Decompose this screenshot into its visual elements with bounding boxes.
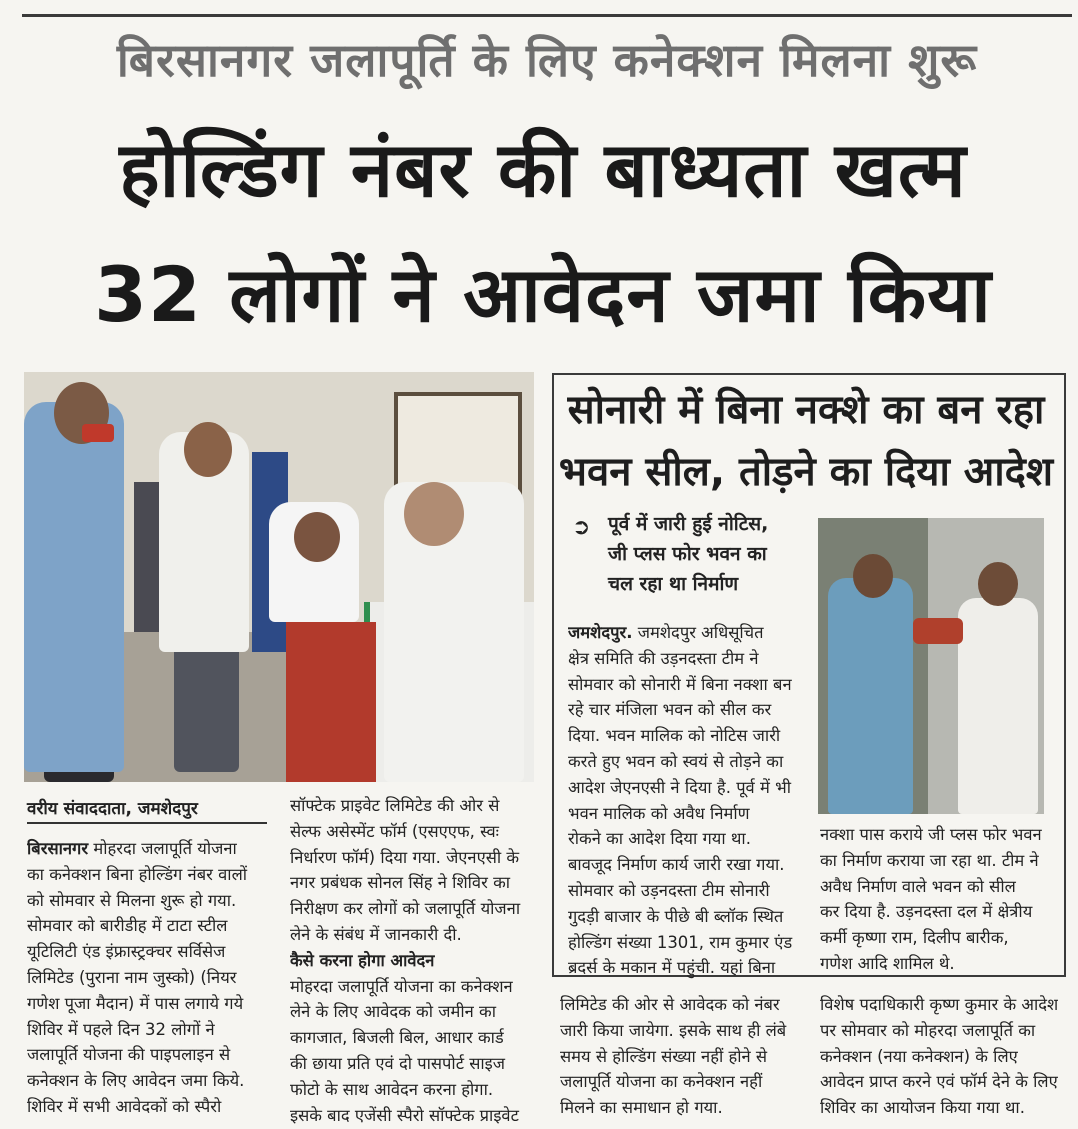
text-line: गुदड़ी बाजार के पीछे बी ब्लॉक स्थित — [568, 906, 784, 926]
side-story-subhead-line: जी प्लस फोर भवन का — [608, 543, 767, 565]
text-line: आवेदन प्राप्त करने एवं फॉर्म देने के लिए — [820, 1072, 1058, 1092]
text-line: कर्मी कृष्णा राम, दिलीप बारीक, — [820, 928, 1009, 948]
text-line: नगर प्रबंधक सोनल सिंह ने शिविर का — [290, 873, 511, 893]
text-line: कनेक्शन (नया कनेक्शन) के लिए — [820, 1046, 1018, 1066]
text-line: जलापूर्ति योजना का कनेक्शन नहीं — [560, 1072, 763, 1092]
text-line: लेने के संबंध में जानकारी दी. — [290, 924, 462, 944]
text-line: शिविर में पहले दिन 32 लोगों ने — [27, 1019, 215, 1039]
text-line: विशेष पदाधिकारी कृष्ण कुमार के आदेश — [820, 995, 1058, 1014]
text-line: को सोमवार से मिलना शुरू हो गया. — [27, 890, 237, 910]
text-line: निर्धारण फॉर्म) दिया गया. जेएनएसी के — [290, 847, 520, 867]
text-line: भवन मालिक को अवैध निर्माण — [568, 803, 750, 823]
camp-photo — [24, 372, 534, 782]
text-line: कर दिया है. उड़नदस्ता दल में क्षेत्रीय — [820, 902, 1033, 922]
text-line: शिविर का आयोजन किया गया था. — [820, 1098, 1025, 1118]
text-line: करते हुए भवन को स्वयं से तोड़ने का — [568, 751, 784, 771]
text-line: जारी किया जायेगा. इसके साथ ही लंबे — [560, 1020, 787, 1040]
text-line: बिरसानगर मोहरदा जलापूर्ति योजना — [27, 839, 237, 858]
text-line: सेल्फ असेस्मेंट फॉर्म (एसएएफ, स्वः — [290, 821, 500, 841]
byline: वरीय संवाददाता, जमशेदपुर — [27, 799, 198, 819]
text-line: सोमवार को उड़नदस्ता टीम सोनारी — [568, 880, 770, 900]
text-line: क्षेत्र समिति की उड़नदस्ता टीम ने — [568, 648, 759, 668]
text-line: सोमवार को बारीडीह में टाटा स्टील — [27, 916, 228, 936]
text-line: की छाया प्रति एवं दो पासपोर्ट साइज — [290, 1053, 506, 1073]
text-line: निरीक्षण कर लोगों को जलापूर्ति योजना — [290, 899, 521, 919]
top-rule — [22, 14, 1072, 17]
text-line: लिमिटेड की ओर से आवेदक को नंबर — [560, 995, 780, 1014]
main-story-column-1 — [27, 836, 277, 1120]
text-line: जमशेदपुर. जमशेदपुर अधिसूचित — [568, 623, 764, 642]
side-story-title-line-2: भवन सील, तोड़ने का दिया आदेश — [558, 449, 1054, 495]
side-story-subhead-line: चल रहा था निर्माण — [608, 573, 739, 595]
section-subhead: कैसे करना होगा आवेदन — [290, 950, 435, 970]
byline-rule — [27, 822, 267, 824]
text-line: मिलने का समाधान हो गया. — [560, 1098, 723, 1118]
text-line: गणेश पूजा मैदान) में पास लगाये गये — [27, 993, 244, 1013]
text-line: नक्शा पास कराये जी प्लस फोर भवन — [820, 825, 1042, 844]
text-line: आदेश जेएनएसी ने दिया है. पूर्व में भी — [568, 777, 791, 797]
text-line: होल्डिंग संख्या 1301, राम कुमार एंड — [568, 932, 793, 952]
main-story-column-2 — [290, 793, 540, 1128]
side-story-column-left — [568, 620, 798, 981]
text-line: ब्रदर्स के मकान में पहुंची. यहां बिना — [568, 958, 776, 978]
text-line: मोहरदा जलापूर्ति योजना का कनेक्शन — [290, 976, 513, 996]
text-line: फोटो के साथ आवेदन करना होगा. — [290, 1079, 494, 1099]
side-story-column-right — [820, 822, 1052, 977]
text-line: बावजूद निर्माण कार्य जारी रखा गया. — [568, 855, 785, 875]
text-line: इसके बाद एजेंसी स्पैरो सॉफ्टेक प्राइवेट — [290, 1105, 519, 1125]
main-headline-line-2: 32 लोगों ने आवेदन जमा किया — [94, 250, 992, 339]
side-story-title-line-1: सोनारी में बिना नक्शे का बन रहा — [567, 387, 1045, 433]
text-line: सॉफ्टेक प्राइवेट लिमिटेड की ओर से — [290, 796, 500, 815]
main-story-column-4 — [820, 992, 1058, 1121]
text-line: यूटिलिटी एंड इंफ्रास्ट्रक्चर सर्विसेज — [27, 942, 226, 962]
text-line: दिया. भवन मालिक को नोटिस जारी — [568, 726, 781, 746]
sealing-photo — [818, 518, 1044, 814]
text-line: शिविर में सभी आवेदकों को स्पैरो — [27, 1096, 222, 1116]
side-story-subhead-line: पूर्व में जारी हुई नोटिस, — [608, 513, 769, 535]
text-line: कागजात, बिजली बिल, आधार कार्ड — [290, 1028, 504, 1048]
text-line: सोमवार को सोनारी में बिना नक्शा बन — [568, 674, 792, 694]
main-headline-line-1: होल्डिंग नंबर की बाध्यता खत्म — [119, 125, 967, 214]
text-line: अवैध निर्माण वाले भवन को सील — [820, 876, 1016, 896]
arrow-right-circle-icon: ➲ — [572, 515, 591, 540]
text-line: रहे चार मंजिला भवन को सील कर — [568, 700, 772, 720]
text-line: कनेक्शन के लिए आवेदन जमा किये. — [27, 1071, 245, 1091]
text-line: गणेश आदि शामिल थे. — [820, 953, 955, 973]
kicker-headline: बिरसानगर जलापूर्ति के लिए कनेक्शन मिलना शुरू — [116, 33, 978, 87]
text-line: का कनेक्शन बिना होल्डिंग नंबर वालों — [27, 864, 248, 884]
text-line: रोकने का आदेश दिया गया था. — [568, 829, 751, 849]
text-line: समय से होल्डिंग संख्या नहीं होने से — [560, 1046, 768, 1066]
text-line: लिमिटेड (पुराना नाम जुस्को) (नियर — [27, 967, 237, 987]
text-line: पर सोमवार को मोहरदा जलापूर्ति का — [820, 1020, 1036, 1040]
text-line: लेने के लिए आवेदक को जमीन का — [290, 1002, 496, 1022]
text-line: का निर्माण कराया जा रहा था. टीम ने — [820, 850, 1039, 870]
main-story-column-3 — [560, 992, 798, 1121]
text-line: जलापूर्ति योजना की पाइपलाइन से — [27, 1045, 231, 1065]
